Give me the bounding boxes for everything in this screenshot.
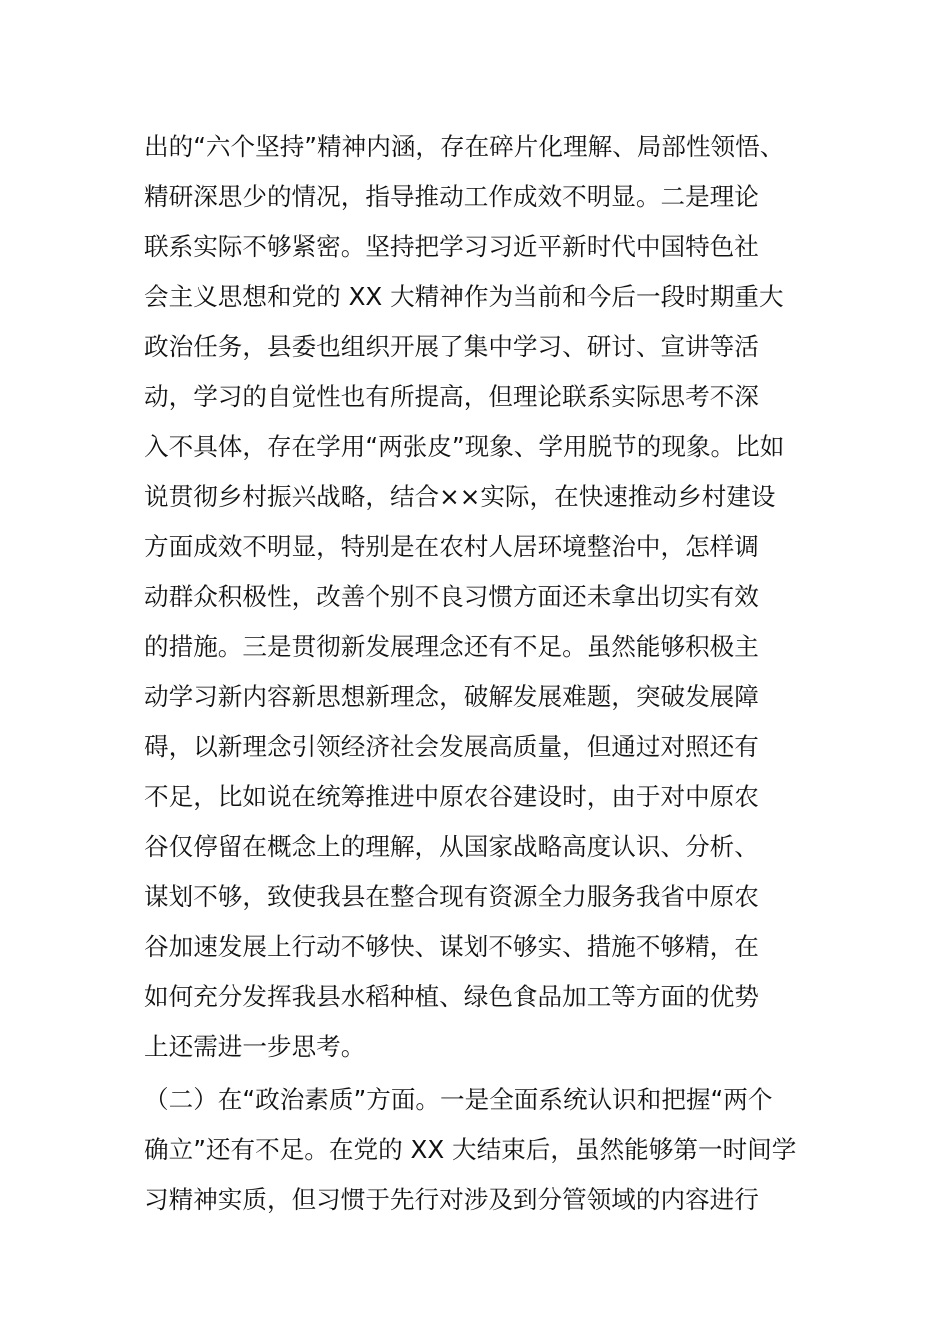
text-line: 说贯彻乡村振兴战略，结合××实际，在快速推动乡村建设 bbox=[144, 482, 776, 511]
text-line: 会主义思想和党的 XX 大精神作为当前和今后一段时期重大 bbox=[144, 282, 784, 311]
text-line: 谷加速发展上行动不够快、谋划不够实、措施不够精，在 bbox=[144, 932, 759, 961]
text-line: 联系实际不够紧密。坚持把学习习近平新时代中国特色社 bbox=[144, 232, 759, 261]
text-line: 不足，比如说在统筹推进中原农谷建设时，由于对中原农 bbox=[144, 782, 759, 811]
paragraph-2 bbox=[144, 1075, 814, 1225]
document-body bbox=[144, 122, 814, 1225]
text-line: 确立”还有不足。在党的 XX 大结束后，虽然能够第一时间学 bbox=[144, 1135, 797, 1164]
text-line: 动群众积极性，改善个别不良习惯方面还未拿出切实有效 bbox=[144, 582, 759, 611]
text-line: 碍，以新理念引领经济社会发展高质量，但通过对照还有 bbox=[144, 732, 759, 761]
text-line: 精研深思少的情况，指导推动工作成效不明显。二是理论 bbox=[144, 182, 759, 211]
text-line: 动，学习的自觉性也有所提高，但理论联系实际思考不深 bbox=[144, 382, 759, 411]
text-line: 方面成效不明显，特别是在农村人居环境整治中，怎样调 bbox=[144, 532, 759, 561]
text-line: 出的“六个坚持”精神内涵，存在碎片化理解、局部性领悟、 bbox=[144, 132, 785, 161]
text-line: 上还需进一步思考。 bbox=[144, 1032, 366, 1061]
text-line: 的措施。三是贯彻新发展理念还有不足。虽然能够积极主 bbox=[144, 632, 759, 661]
text-line: 动学习新内容新思想新理念，破解发展难题，突破发展障 bbox=[144, 682, 759, 711]
text-line: 政治任务，县委也组织开展了集中学习、研讨、宣讲等活 bbox=[144, 332, 759, 361]
text-line: 习精神实质，但习惯于先行对涉及到分管领域的内容进行 bbox=[144, 1185, 759, 1214]
text-line: 谷仅停留在概念上的理解，从国家战略高度认识、分析、 bbox=[144, 832, 759, 861]
text-line: 谋划不够，致使我县在整合现有资源全力服务我省中原农 bbox=[144, 882, 759, 911]
paragraph-1 bbox=[144, 122, 814, 1072]
text-line: （二）在“政治素质”方面。一是全面系统认识和把握“两个 bbox=[144, 1085, 773, 1114]
text-line: 如何充分发挥我县水稻种植、绿色食品加工等方面的优势 bbox=[144, 982, 759, 1011]
text-line: 入不具体，存在学用“两张皮”现象、学用脱节的现象。比如 bbox=[144, 432, 785, 461]
